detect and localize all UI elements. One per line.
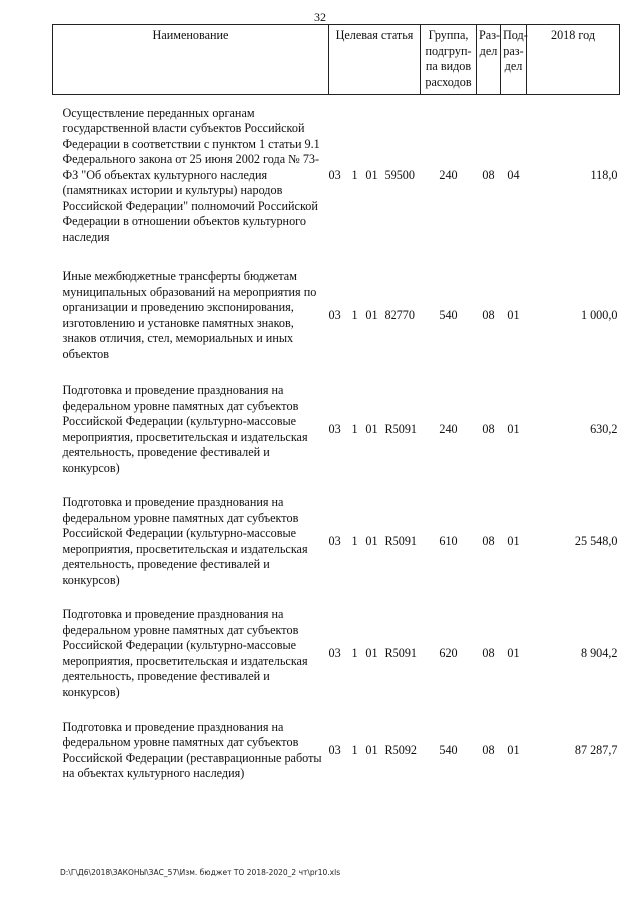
row-target-code [329,383,421,477]
row-name: Осуществление переданных органам государственной власти субъектов Российской Федерации в соответствии с пунктом 1 статьи 9.1 Федерального закона от 25 июня 2002 года № 73-ФЗ "Об объектах культурного наследия (памятниках истории и культуры) народов Российской Федерации" полномочий Российской Федерации в отношении объектов культурного наследия [62,105,320,244]
row-subsection: 04 [507,167,520,182]
row-subsection: 01 [507,421,520,436]
row-name: Подготовка и проведение празднования на федеральном уровне памятных дат субъектов Российской Федерации (культурно-массовые мероприятия, просветительская и издательская деятельность, проведение фестивалей и конкурсов) [62,495,308,587]
header-year: 2018 год [527,25,620,95]
code-program: 03 [328,533,341,548]
code-event: 01 [365,167,378,182]
row-section: 08 [482,742,495,757]
row-group: 610 [439,533,458,548]
code-subprogram: 1 [351,742,358,757]
code-program: 03 [328,742,341,757]
row-subsection: 01 [507,307,520,322]
page-number: 32 [314,10,326,24]
row-subsection: 01 [507,533,520,548]
row-group: 540 [439,742,458,757]
row-group: 540 [439,307,458,322]
row-section: 08 [482,533,495,548]
code-program: 03 [328,645,341,660]
code-subprogram: 1 [351,645,358,660]
row-section: 08 [482,307,495,322]
header-target: Целевая статья [329,25,421,95]
row-group: 240 [439,421,458,436]
code-direction: 82770 [384,307,415,322]
row-subsection: 01 [507,645,520,660]
row-amount: 87 287,7 [574,742,618,757]
code-program: 03 [328,307,341,322]
code-program: 03 [328,167,341,182]
code-event: 01 [365,307,378,322]
row-amount: 1 000,0 [580,307,618,322]
row-target-code [329,719,421,783]
row-target-code [329,495,421,589]
row-amount: 118,0 [590,167,618,182]
row-name: Подготовка и проведение празднования на федеральном уровне памятных дат субъектов Российской Федерации (культурно-массовые мероприятия, просветительская и издательская деятельность, проведение фестивалей и конкурсов) [62,383,308,475]
code-subprogram: 1 [351,167,358,182]
code-subprogram: 1 [351,307,358,322]
code-direction: R5091 [384,533,418,548]
row-target-code [329,269,421,363]
table-row [53,103,620,249]
header-section: Раз-дел [477,25,501,95]
header-name: Наименование [53,25,329,95]
code-subprogram: 1 [351,421,358,436]
row-subsection: 01 [507,742,520,757]
row-group: 240 [439,167,458,182]
row-section: 08 [482,421,495,436]
row-name: Подготовка и проведение празднования на федеральном уровне памятных дат субъектов Российской Федерации (культурно-массовые мероприятия, просветительская и издательская деятельность, проведение фестивалей и конкурсов) [62,607,308,699]
header-subsection: Под-раз-дел [501,25,527,95]
row-amount: 25 548,0 [574,533,618,548]
row-group: 620 [439,645,458,660]
code-event: 01 [365,645,378,660]
row-amount: 8 904,2 [580,645,618,660]
header-group: Группа, подгруп-па видов расходов [421,25,477,95]
row-section: 08 [482,167,495,182]
code-direction: R5091 [384,421,418,436]
row-target-code [329,607,421,701]
code-event: 01 [365,533,378,548]
code-event: 01 [365,742,378,757]
row-name: Подготовка и проведение празднования на федеральном уровне памятных дат субъектов Российской Федерации (реставрационные работы на объектах культурного наследия) [62,719,322,780]
row-target-code [329,103,421,249]
code-event: 01 [365,421,378,436]
table-row [53,495,620,589]
table-row [53,383,620,477]
code-subprogram: 1 [351,533,358,548]
footer-file-path: D:\Г\Д6\2018\ЗАКОНЫ\ЗАС_57\Изм. бюджет ТО 2018-2020_2 чт\pr10.xls [60,868,341,877]
code-direction: R5091 [384,645,418,660]
row-amount: 630,2 [590,421,618,436]
row-name: Иные межбюджетные трансферты бюджетам муниципальных образований на мероприятия по организации и проведению экспонирования, изготовлению и установке памятных знаков, знаков отличия, стел, мемориальных и иных объектов [62,269,317,361]
table-row [53,719,620,783]
code-program: 03 [328,421,341,436]
budget-table [52,24,620,783]
table-row [53,607,620,701]
code-direction: 59500 [384,167,415,182]
table-row [53,269,620,363]
row-section: 08 [482,645,495,660]
code-direction: R5092 [384,742,418,757]
